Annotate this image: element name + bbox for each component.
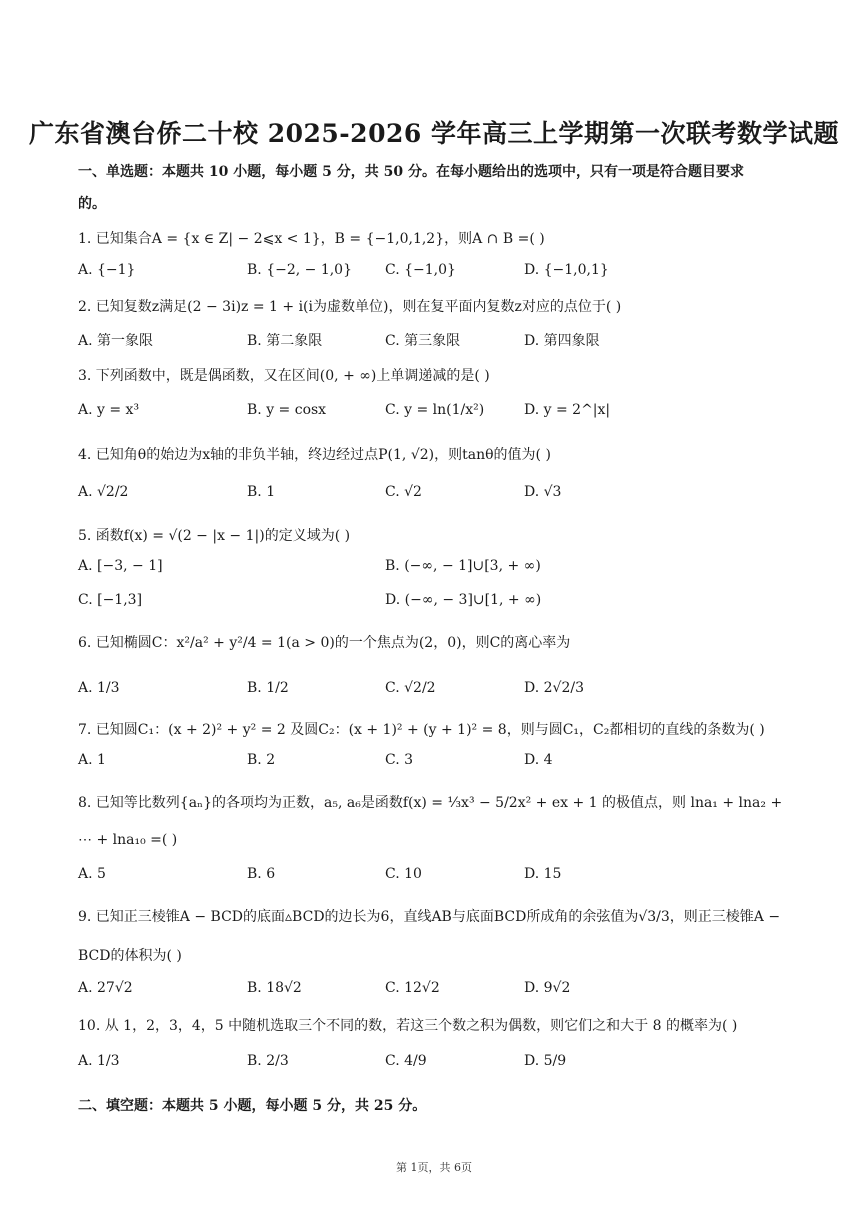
section1-heading-line2: 的。	[78, 196, 106, 212]
question-10-option-d: D. 5/9	[524, 1053, 567, 1069]
section1-heading-line1: 一、单选题：本题共 10 小题，每小题 5 分，共 50 分。在每小题给出的选项中，只有一项是符合题目要求	[78, 164, 744, 180]
question-8-option-c: C. 10	[385, 866, 422, 882]
question-5-option-d: D. (−∞, − 3]∪[1, + ∞)	[385, 592, 542, 608]
section2-heading: 二、填空题：本题共 5 小题，每小题 5 分，共 25 分。	[78, 1098, 427, 1114]
question-7-stem: 7. 已知圆C₁：(x + 2)² + y² = 2 及圆C₂：(x + 1)² + (y + 1)² = 8，则与圆C₁，C₂都相切的直线的条数为( )	[78, 722, 765, 738]
question-10-option-b: B. 2/3	[247, 1053, 289, 1069]
question-2-option-c: C. 第三象限	[385, 333, 461, 349]
question-4-option-c: C. √2	[385, 484, 422, 500]
question-7-option-a: A. 1	[78, 752, 106, 768]
question-2-option-d: D. 第四象限	[524, 333, 600, 349]
question-4-option-a: A. √2/2	[78, 484, 129, 500]
question-7-option-c: C. 3	[385, 752, 414, 768]
question-6-option-b: B. 1/2	[247, 680, 289, 696]
question-5-option-a: A. [−3, − 1]	[78, 558, 163, 574]
question-8-stem: 8. 已知等比数列{aₙ}的各项均为正数，a₅, a₆是函数f(x) = ⅓x³ − 5/2x² + ex + 1 的极值点，则 lna₁ + lna₂ +	[78, 795, 783, 811]
question-6-option-c: C. √2/2	[385, 680, 436, 696]
question-1-stem: 1. 已知集合A = {x ∈ Z| − 2⩽x < 1}，B = {−1,0,1,2}，则A ∩ B =( )	[78, 231, 545, 247]
question-6-option-a: A. 1/3	[78, 680, 120, 696]
question-10-option-c: C. 4/9	[385, 1053, 427, 1069]
question-3-option-b: B. y = cosx	[247, 402, 327, 418]
question-6-stem: 6. 已知椭圆C：x²/a² + y²/4 = 1(a > 0)的一个焦点为(2，0)，则C的离心率为	[78, 635, 571, 651]
question-9-option-a: A. 27√2	[78, 980, 133, 996]
question-8-option-a: A. 5	[78, 866, 106, 882]
question-4-stem: 4. 已知角θ的始边为x轴的非负半轴，终边经过点P(1, √2)，则tanθ的值为( )	[78, 447, 551, 463]
question-5-option-c: C. [−1,3]	[78, 592, 143, 608]
question-7-option-d: D. 4	[524, 752, 553, 768]
question-8-option-b: B. 6	[247, 866, 276, 882]
question-9-option-c: C. 12√2	[385, 980, 440, 996]
question-1-option-d: D. {−1,0,1}	[524, 262, 609, 278]
question-5-option-b: B. (−∞, − 1]∪[3, + ∞)	[385, 558, 541, 574]
question-3-option-a: A. y = x³	[78, 402, 140, 418]
question-4-option-d: D. √3	[524, 484, 562, 500]
question-1-option-b: B. {−2, − 1,0}	[247, 262, 352, 278]
question-1-option-c: C. {−1,0}	[385, 262, 456, 278]
question-3-option-d: D. y = 2^|x|	[524, 402, 611, 418]
question-9-stem-continued: BCD的体积为( )	[78, 948, 182, 964]
question-8-option-d: D. 15	[524, 866, 562, 882]
question-1-option-a: A. {−1}	[78, 262, 136, 278]
question-10-option-a: A. 1/3	[78, 1053, 120, 1069]
question-7-option-b: B. 2	[247, 752, 276, 768]
question-2-option-a: A. 第一象限	[78, 333, 154, 349]
question-10-stem: 10. 从 1，2，3，4，5 中随机选取三个不同的数，若这三个数之积为偶数，则它们之和大于 8 的概率为( )	[78, 1018, 738, 1034]
question-4-option-b: B. 1	[247, 484, 276, 500]
question-9-option-d: D. 9√2	[524, 980, 571, 996]
question-9-stem: 9. 已知正三棱锥A − BCD的底面▵BCD的边长为6，直线AB与底面BCD所成角的余弦值为√3/3，则正三棱锥A −	[78, 909, 781, 925]
question-2-stem: 2. 已知复数z满足(2 − 3i)z = 1 + i(i为虚数单位)，则在复平面内复数z对应的点位于( )	[78, 299, 622, 315]
question-3-option-c: C. y = ln(1/x²)	[385, 402, 485, 418]
question-6-option-d: D. 2√2/3	[524, 680, 584, 696]
page-title: 广东省澳台侨二十校 2025-2026 学年高三上学期第一次联考数学试题	[29, 119, 839, 148]
page-footer: 第 1页，共 6页	[396, 1161, 472, 1174]
question-5-stem: 5. 函数f(x) = √(2 − |x − 1|)的定义域为( )	[78, 528, 351, 544]
question-3-stem: 3. 下列函数中，既是偶函数，又在区间(0, + ∞)上单调递减的是( )	[78, 368, 490, 384]
question-9-option-b: B. 18√2	[247, 980, 302, 996]
question-2-option-b: B. 第二象限	[247, 333, 323, 349]
question-8-stem-continued: ⋯ + lna₁₀ =( )	[78, 832, 178, 848]
